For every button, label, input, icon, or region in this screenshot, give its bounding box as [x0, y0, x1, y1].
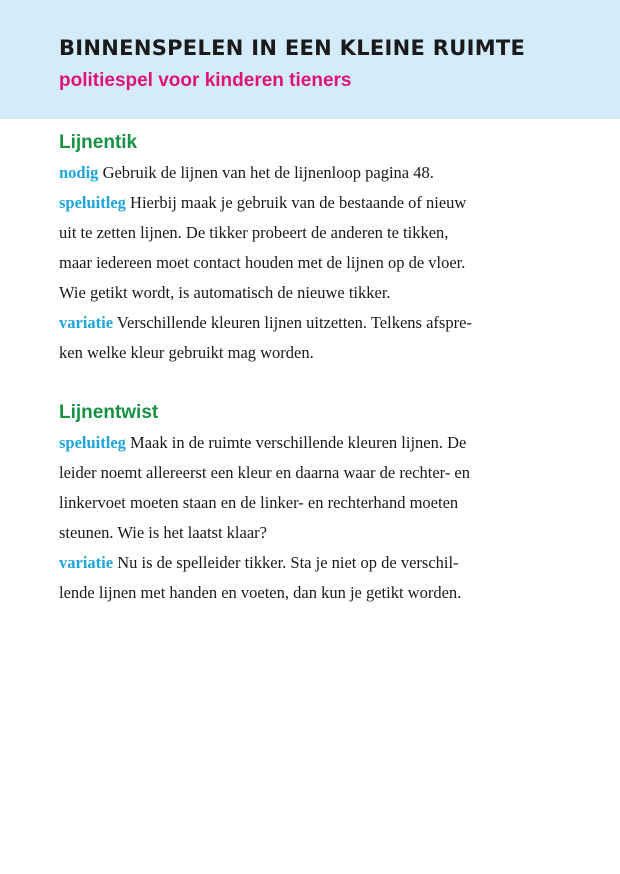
line-text: Nu is de spelleider tikker. Sta je niet op de verschil- [113, 553, 459, 572]
line-text: Gebruik de lijnen van het de lijnenloop pagina 48. [98, 163, 434, 182]
keyword-label: variatie [59, 313, 114, 332]
line-text: Hierbij maak je gebruik van de bestaande of nieuw [125, 193, 467, 212]
page-title: BINNENSPELEN IN EEN KLEINE RUIMTE [59, 36, 526, 60]
text-line [59, 488, 569, 518]
text-line [59, 158, 569, 188]
line-text: Wie getikt wordt, is automatisch de nieuwe tikker. [59, 283, 391, 302]
section-lijnentik [59, 128, 569, 368]
text-line [59, 518, 569, 548]
text-line [59, 248, 569, 278]
keyword-label: speluitleg [59, 193, 126, 212]
section-heading: Lijnentwist [59, 402, 159, 423]
line-text: maar iedereen moet contact houden met de lijnen op de vloer. [59, 253, 466, 272]
text-line [59, 458, 569, 488]
line-text: steunen. Wie is het laatst klaar? [59, 523, 267, 542]
line-text: leider noemt allereerst een kleur en daarna waar de rechter- en [59, 463, 471, 482]
line-text: lende lijnen met handen en voeten, dan kun je getikt worden. [59, 583, 462, 602]
page-subtitle: politiespel voor kinderen tieners [59, 70, 352, 91]
line-text: uit te zetten lijnen. De tikker probeert de anderen te tikken, [59, 223, 449, 242]
keyword-label: speluitleg [59, 433, 126, 452]
text-line [59, 548, 569, 578]
keyword-label: nodig [59, 163, 99, 182]
section-heading: Lijnentik [59, 132, 138, 153]
text-line [59, 218, 569, 248]
text-line [59, 308, 569, 338]
line-text: Maak in de ruimte verschillende kleuren lijnen. De [125, 433, 467, 452]
section-lijnentwist [59, 398, 569, 608]
text-line [59, 578, 569, 608]
text-line [59, 188, 569, 218]
keyword-label: variatie [59, 553, 114, 572]
text-line [59, 338, 569, 368]
header-banner [0, 0, 620, 119]
line-text: ken welke kleur gebruikt mag worden. [59, 343, 314, 362]
line-text: linkervoet moeten staan en de linker- en rechterhand moeten [59, 493, 459, 512]
text-line [59, 428, 569, 458]
line-text: Verschillende kleuren lijnen uitzetten. Telkens afspre- [113, 313, 472, 332]
text-line [59, 278, 569, 308]
